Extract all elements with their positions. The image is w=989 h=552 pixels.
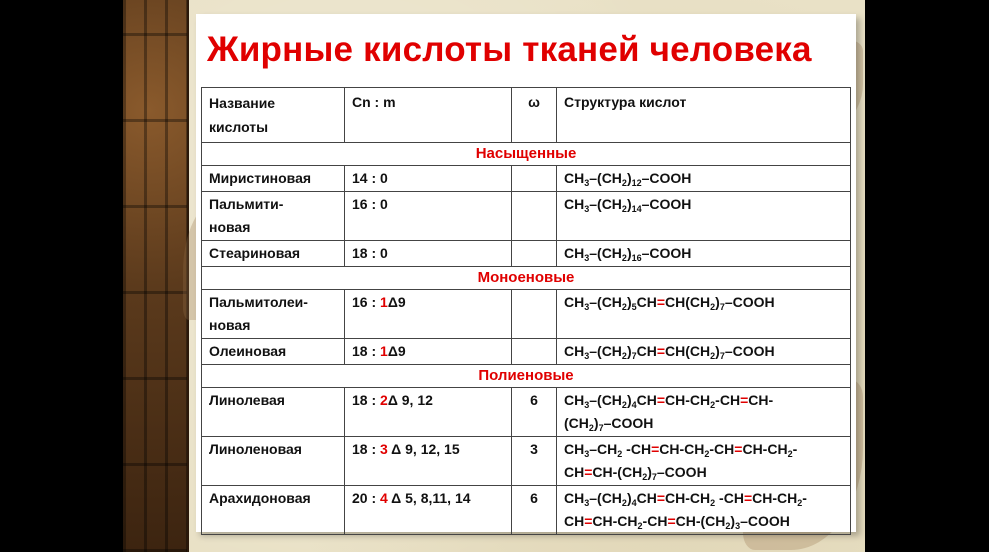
section-row bbox=[202, 267, 851, 290]
section-row bbox=[202, 143, 851, 166]
cn-double-bonds: 3 bbox=[380, 441, 388, 457]
section-mono: Моноеновые bbox=[202, 267, 851, 290]
acid-omega bbox=[512, 192, 557, 241]
cn-double-bonds: 1 bbox=[380, 294, 388, 310]
cn-delta: Δ 9, 12 bbox=[387, 392, 433, 408]
acid-structure: $CH_3-(CH_2)_5CH=CH(CH_2)_7$–COOH bbox=[557, 290, 851, 339]
cn-double-bonds: 2 bbox=[380, 392, 388, 408]
acid-omega bbox=[512, 166, 557, 192]
table-row bbox=[202, 339, 851, 365]
table-row bbox=[202, 166, 851, 192]
cn-prefix: 16 : bbox=[352, 294, 381, 310]
table-row bbox=[202, 388, 851, 437]
acid-name: Олеиновая bbox=[202, 339, 345, 365]
fatty-acids-table bbox=[201, 87, 851, 535]
section-saturated: Насыщенные bbox=[202, 143, 851, 166]
cn-delta: Δ 9, 12, 15 bbox=[387, 441, 460, 457]
acid-cn bbox=[345, 437, 512, 486]
header-structure: Структура кислот bbox=[557, 88, 851, 143]
acid-omega bbox=[512, 241, 557, 267]
acid-omega bbox=[512, 339, 557, 365]
header-name: Название кислоты bbox=[202, 88, 345, 143]
acid-omega: 3 bbox=[512, 437, 557, 486]
cn-delta: Δ 5, 8,11, 14 bbox=[387, 490, 471, 506]
acid-structure: $CH_3-(CH_2)_{12}$–COOH bbox=[557, 166, 851, 192]
acid-omega: 6 bbox=[512, 486, 557, 535]
acid-name: Арахидоновая bbox=[202, 486, 345, 535]
acid-cn: 14 : 0 bbox=[345, 166, 512, 192]
acid-structure: $CH_3-(CH_2)_{16}$–COOH bbox=[557, 241, 851, 267]
cn-delta: Δ9 bbox=[387, 343, 406, 359]
acid-structure: $CH_3-(CH_2)_4CH=CH-CH_2$ $-CH=CH-CH_2-$ $CH=CH-CH_2-CH=CH-(CH_2)_3$–COOH bbox=[557, 486, 851, 535]
table-row bbox=[202, 192, 851, 241]
decorative-wood-strip bbox=[123, 0, 189, 552]
acid-structure: $CH_3-(CH_2)_7CH=CH(CH_2)_7$–COOH bbox=[557, 339, 851, 365]
table-row bbox=[202, 241, 851, 267]
header-omega: ω bbox=[512, 88, 557, 143]
section-row bbox=[202, 365, 851, 388]
acid-cn bbox=[345, 290, 512, 339]
acid-name: Линолевая bbox=[202, 388, 345, 437]
cn-delta: Δ9 bbox=[387, 294, 406, 310]
acid-structure: $CH_3-(CH_2)_{14}$–COOH bbox=[557, 192, 851, 241]
cn-double-bonds: 4 bbox=[380, 490, 388, 506]
acid-structure: $CH_3-CH_2$ $-CH=CH-CH_2-CH=CH-CH_2-$ $CH=CH-(CH_2)_7$–COOH bbox=[557, 437, 851, 486]
table-row bbox=[202, 437, 851, 486]
acid-cn bbox=[345, 486, 512, 535]
acid-cn: 18 : 0 bbox=[345, 241, 512, 267]
cn-prefix: 18 : bbox=[352, 343, 381, 359]
acid-structure: $CH_3-(CH_2)_4CH=CH-CH_2-CH=CH-$ $(CH_2)_7$–COOH bbox=[557, 388, 851, 437]
acid-cn bbox=[345, 339, 512, 365]
cn-prefix: 18 : bbox=[352, 441, 381, 457]
acid-name: Миристиновая bbox=[202, 166, 345, 192]
cn-prefix: 20 : bbox=[352, 490, 381, 506]
cn-prefix: 18 : bbox=[352, 392, 381, 408]
acid-cn: 16 : 0 bbox=[345, 192, 512, 241]
table-header-row bbox=[202, 88, 851, 143]
section-poly: Полиеновые bbox=[202, 365, 851, 388]
acid-omega: 6 bbox=[512, 388, 557, 437]
cn-double-bonds: 1 bbox=[380, 343, 388, 359]
acid-cn bbox=[345, 388, 512, 437]
table-row bbox=[202, 486, 851, 535]
acid-name: Линоленовая bbox=[202, 437, 345, 486]
table-row bbox=[202, 290, 851, 339]
header-cn: Cn : m bbox=[345, 88, 512, 143]
acid-omega bbox=[512, 290, 557, 339]
page-title: Жирные кислоты тканей человека bbox=[207, 30, 812, 69]
acid-name: Пальмити- новая bbox=[202, 192, 345, 241]
acid-name: Стеариновая bbox=[202, 241, 345, 267]
acid-name: Пальмитолеи- новая bbox=[202, 290, 345, 339]
